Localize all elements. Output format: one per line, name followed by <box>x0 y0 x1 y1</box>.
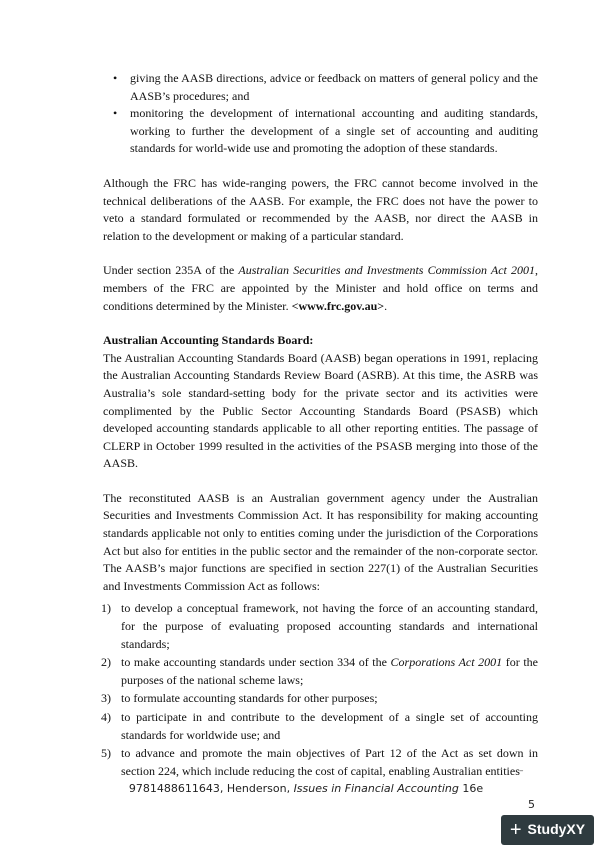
list-item: • monitoring the development of international accounting and auditing standards, working to further the development of a single set of accounting and auditing standards for world-wide use and promoting the adoption of these standards. <box>113 106 538 156</box>
list-item: • giving the AASB directions, advice or feedback on matters of general policy and the AASB’s procedures; and <box>113 71 538 103</box>
list-item: 5) to advance and promote the main objectives of Part 12 of the Act as set down in section 224, which include reducing the cost of capital, enabling Australian entities <box>101 746 538 778</box>
list-item: 4) to participate in and contribute to the development of a single set of accounting standards for worldwide use; and <box>101 710 538 742</box>
paragraph-frc-appointment: Under section 235A of the Australian Securities and Investments Commission Act 2001, members of the FRC are appointed by the Minister and hold office on terms and conditions determined by the Minister. <www.frc.gov.au>. <box>103 263 539 313</box>
aasb-functions-list <box>101 600 538 780</box>
paragraph-aasb-role: The reconstituted AASB is an Australian government agency under the Australian Securities and Investments Commission Act. It has responsibility for making accounting standards applicable not only to entities coming under the jurisdiction of the Corporations Act but also for entities in the public sector and the remainder of the non-corporate sector. The AASB’s major functions are specified in section 227(1) of the Australian Securities and Investments Commission Act as follows: <box>103 490 538 593</box>
footer-dash: – <box>519 766 524 776</box>
bullet-icon: • <box>113 106 118 121</box>
page-number: 5 <box>528 798 535 811</box>
section-heading: Australian Accounting Standards Board: <box>103 333 314 348</box>
list-item: 1) to develop a conceptual framework, not having the force of an accounting standard, for the purpose of evaluating proposed accounting standards and international standards; <box>101 601 538 651</box>
footer-citation: 9781488611643, Henderson, Issues in Financial Accounting 16e <box>128 782 484 795</box>
list-item: 3) to formulate accounting standards for other purposes; <box>101 691 378 706</box>
bullet-icon: • <box>113 71 118 85</box>
paragraph-aasb-history: The Australian Accounting Standards Board (AASB) began operations in 1991, replacing the Australian Accounting Standards Review Board (ASRB). At this time, the ASRB was Australia’s sole standard-setting body for the private sector and its activities were complimented by the Public Sector Accounting Standards Board (PSASB) which developed accounting standards applicable to all other reporting entities. The passage of CLERP in October 1999 resulted in the activities of the PSASB merging into those of the AASB. <box>103 350 538 471</box>
studyxy-badge[interactable] <box>501 815 594 845</box>
list-item: 2) to make accounting standards under section 334 of the Corporations Act 2001 for the purposes of the national scheme laws; <box>101 655 538 687</box>
paragraph-frc-powers: Although the FRC has wide-ranging powers, the FRC cannot become involved in the technical deliberations of the AASB. For example, the FRC does not have the power to veto a standard formulated or recommended by the AASB, nor direct the AASB in relation to the development or making of a particular standard. <box>103 175 538 243</box>
document-body <box>103 70 538 781</box>
frc-link[interactable]: <www.frc.gov.au> <box>291 298 385 313</box>
badge-label: StudyXY <box>527 821 586 838</box>
frc-functions-list <box>103 70 538 158</box>
plus-icon: + <box>509 819 522 841</box>
